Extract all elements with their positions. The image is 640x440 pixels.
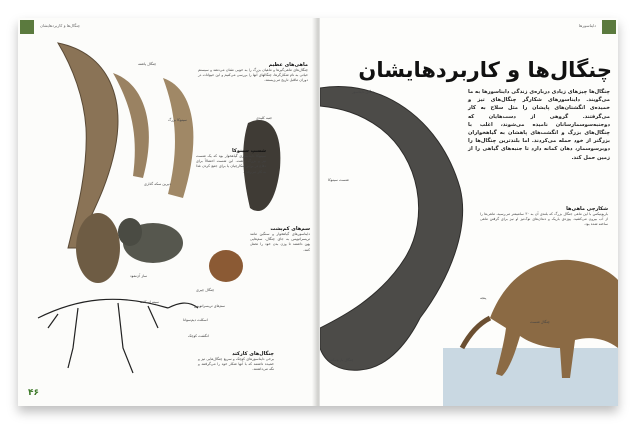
caption-heading: شکارچی ماهی‌ها bbox=[566, 206, 608, 212]
hoof-fossil bbox=[209, 250, 243, 282]
figure-label: ساز آن‌نمود bbox=[130, 274, 148, 278]
figure-label: چنگال دایناسور bbox=[352, 90, 375, 94]
page-number: ۴۶ bbox=[28, 388, 39, 398]
fossil-jaw bbox=[76, 213, 120, 283]
caption-text: باریونیکس با این ماهی جنگال بزرگ که بلندی آن به ۳۰ سانتیمتر می‌رسید، ماهی‌ها را از آب بیرون می‌کشید. پوزه‌ی باریک و دندان‌های نوک‌تیز او نیز برای گرفتن ماهی ساخته شده بود. bbox=[480, 212, 609, 227]
figure-label: سم‌های تریسراتوپس bbox=[194, 304, 225, 308]
caption-heading: چنگال‌های کارکتد bbox=[232, 351, 274, 357]
caption-text: دایناسورهای گیاهخوار و سنگین مانند تریسراتوپس به جای چنگال، سم‌هایی پهن داشتند تا وزن بدن خود را تحمل کنند. bbox=[250, 232, 310, 252]
figure-label: چنگال باریونیکس bbox=[328, 358, 354, 362]
fossil-claw-right bbox=[163, 78, 193, 198]
figure-label: سینه اسکلت bbox=[140, 300, 159, 304]
book-spread bbox=[18, 18, 618, 406]
page-title: چنگال‌ها و کاربردهایشان bbox=[358, 58, 612, 82]
figure-label: اسکلت دیم‌سوانا bbox=[183, 318, 208, 322]
caption-block-2 bbox=[196, 148, 266, 175]
lead-paragraph: چنگال‌ها چیزهای زیادی درباره‌ی زندگی دایناسورها به ما می‌گویند. دایناسورهای شکارگر چنگال‌های تیز و خمیده‌ی انگشتان‌های پایشان را مثل سلاح به کار می‌گرفتند. گروهی از دست‌هایان که دوجنبه‌سوسمارسانان نامیده می‌شوند، اغلب با چنگال‌های بزرگ و انگشت‌های پاهشان به گیاهخواران بزرگتر از خود حمله می‌کردند. اما بلندترین چنگال‌ها را دوبرسوسمار، دهان کمانه دارد تا جنبه‌های گیاهی را از زمین حمل کند. bbox=[468, 89, 610, 161]
figure-label: شست سینوکا bbox=[328, 178, 349, 182]
caption-block-baryonyx bbox=[480, 206, 608, 228]
figure-label: انگشت کوچک bbox=[188, 334, 209, 338]
dinosaur-skeleton bbox=[38, 299, 198, 373]
caption-text: چنگال‌های ماهی‌گیرها و ماهیان بزرگ را به خوبی نشان می‌دهند و سیستم حیاتی به نام شکارگرها، چنگالهای آنها را بررسی می‌کنیم و این حیوانات در دوران ماقبل تاریخ می‌زیستند. bbox=[198, 68, 308, 83]
figure-label: چنگال پاشنه bbox=[138, 62, 157, 66]
running-head: دایناسورها bbox=[578, 23, 596, 28]
giant-claw bbox=[320, 86, 463, 370]
caption-heading: ماهی‌های عظیم bbox=[268, 62, 308, 68]
caption-text: سینوکا دایناسوری گیاهخوار بود که یک شست تیز و بزرگ داشت. این شست احتمالاً برای دفاع در برابر شکارچیان یا برای جمع کردن غذا به کار می‌رفت. bbox=[196, 154, 266, 174]
caption-heading: شستِ سینوکا bbox=[232, 148, 266, 154]
running-head: چنگال‌ها و کاربردهایشان bbox=[40, 23, 81, 28]
caption-block-1 bbox=[198, 62, 308, 84]
caption-text: برخی دایناسورهای کوچک و سریع چنگال‌هایی تیز و خمیده داشتند که با آنها شکار خود را می‌گرفتند و نگه می‌داشتند. bbox=[198, 357, 274, 372]
caption-block-4 bbox=[198, 351, 274, 373]
figure-label: دیرین سکه گذاری bbox=[144, 182, 171, 186]
right-page bbox=[320, 18, 618, 406]
water-scene bbox=[443, 348, 618, 406]
figure-label: چنگال شست bbox=[530, 320, 550, 324]
figure-label: پنجه bbox=[480, 296, 487, 300]
figure-label: سینوکا بزرگ bbox=[168, 118, 187, 122]
left-page bbox=[18, 18, 316, 406]
caption-block-3 bbox=[250, 226, 310, 253]
figure-label: جنبه کلیدی bbox=[256, 116, 273, 120]
figure-label: چنگال چیری bbox=[196, 288, 215, 292]
caption-heading: سم‌های کم‌پشت bbox=[270, 226, 310, 232]
